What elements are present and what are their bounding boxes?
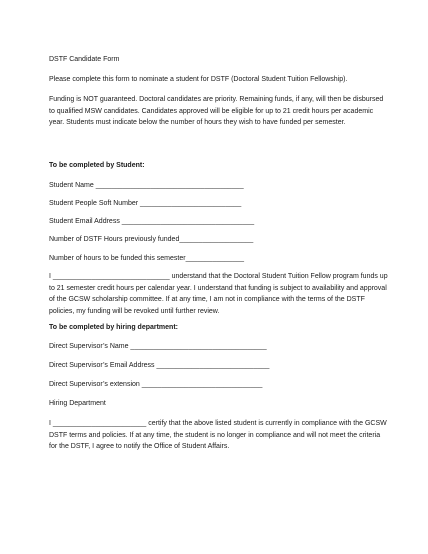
hiring-section-heading: To be completed by hiring department: — [49, 324, 178, 331]
student-name-field[interactable]: Student Name ______________________________________ — [49, 182, 244, 189]
student-soft-number-field[interactable]: Student People Soft Number __________________________ — [49, 200, 242, 207]
student-section-heading: To be completed by Student: — [49, 162, 145, 169]
funding-note: Funding is NOT guaranteed. Doctoral candidates are priority. Remaining funds, if any, will then be disbursed to qualified MSW candidates. Candidates approved will be eligible for up to 21 credit hours per academic year. Students must indicate below the number of hours they wish to have funded per semester. — [49, 96, 384, 126]
hours-to-fund-field[interactable]: Number of hours to be funded this semester_______________ — [49, 255, 244, 262]
supervisor-name-field[interactable]: Direct Supervisor’s Name ___________________________________ — [49, 343, 267, 350]
hours-previously-funded-field[interactable]: Number of DSTF Hours previously funded___________________ — [49, 236, 254, 243]
student-agreement: I ______________________________ understand that the Doctoral Student Tuition Fellow program funds up to 21 semester credit hours per calendar year. I understand that funding is subject to availability and approval of the GCSW scholarship committee. If at any time, I am not in compliance with the terms of the DSTF policies, my funding will be revoked until further review. — [49, 273, 388, 315]
hiring-department-label: Hiring Department — [49, 400, 106, 407]
student-email-field[interactable]: Student Email Address __________________________________ — [49, 218, 255, 225]
form-title: DSTF Candidate Form — [49, 56, 120, 63]
supervisor-extension-field[interactable]: Direct Supervisor’s extension _______________________________ — [49, 381, 263, 388]
supervisor-certification: I ________________________ certify that the above listed student is currently in compliance with the GCSW DSTF terms and policies. If at any time, the student is no longer in compliance and will not meet the criteria for the DSTF, I agree to notify the Office of Student Affairs. — [49, 420, 387, 450]
intro-text: Please complete this form to nominate a student for DSTF (Doctoral Student Tuition Fellowship). — [49, 76, 348, 83]
supervisor-email-field[interactable]: Direct Supervisor’s Email Address _____________________________ — [49, 362, 270, 369]
